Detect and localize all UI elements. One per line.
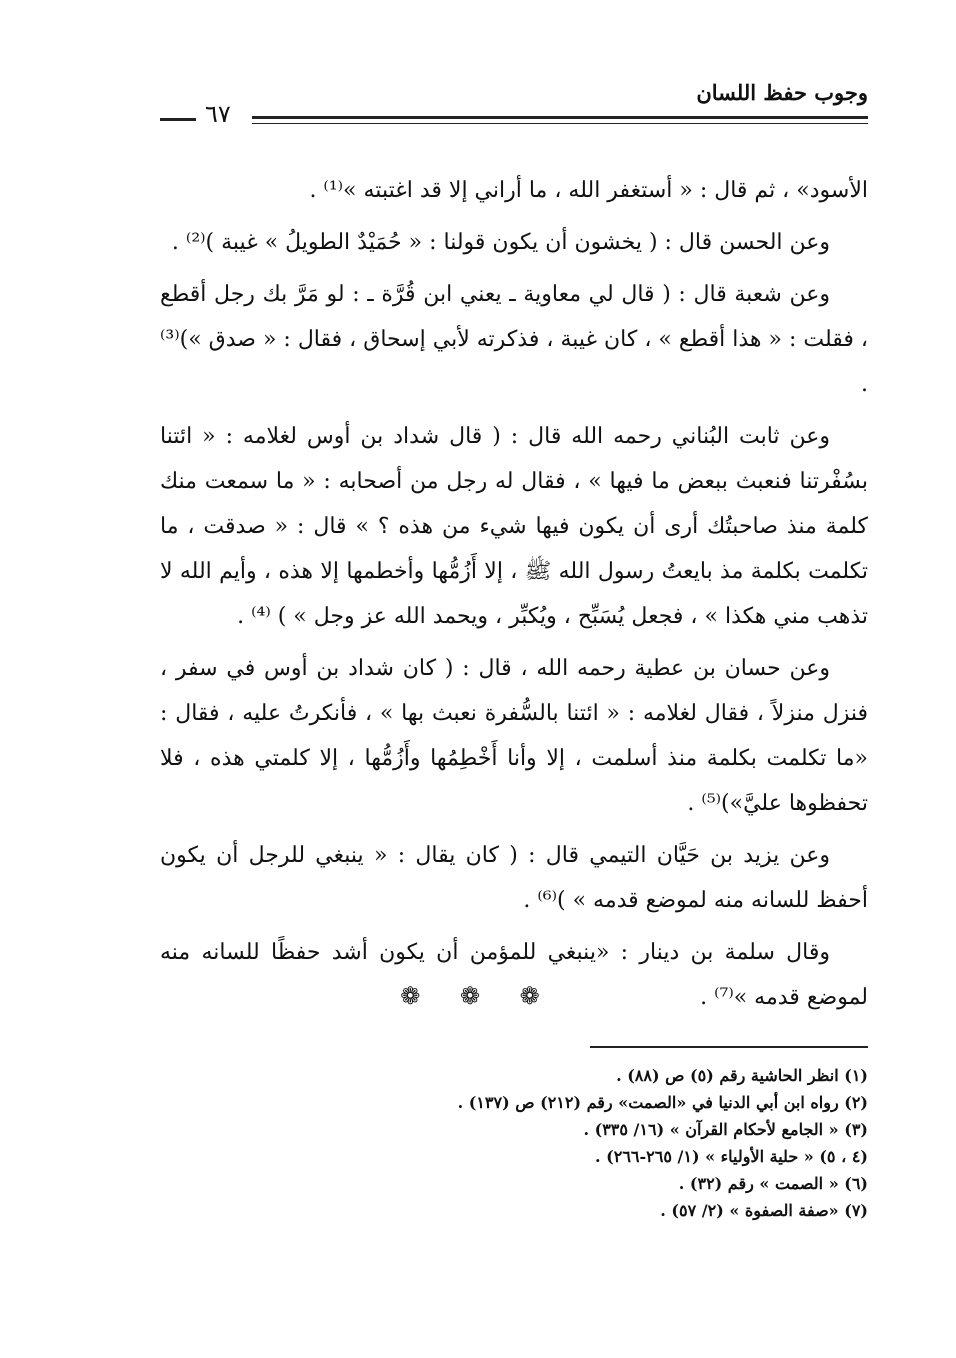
- paragraph-3: وعن شعبة قال : ( قال لي معاوية ـ يعني ابن قُرَّة ـ : لو مَرَّ بك رجل أقطع ، فقلت : « هذا أقطع » ، كان غيبة ، فذكرته لأبي إسحاق ، فقال : « صدق »)⁽³⁾ .: [160, 282, 868, 397]
- header-dash: [160, 118, 196, 121]
- paragraph-4: وعن ثابت البُناني رحمه الله قال : ( قال شداد بن أوس لغلامه : « ائتنا بسُفْرتنا فنعبث ببعض ما فيها » ، فقال له رجل من أصحابه : « ما سمعت منك كلمة منذ صاحبتُك أرى أن يكون فيها شيء من هذه ؟ » قال : « صدقت ، ما تكلمت بكلمة مذ بايعتُ رسول الله ﷺ ، إلا أَزُمُّها وأخطمها إلا هذه ، وأيم الله لا تذهب مني هكذا » ، فجعل يُسَبِّح ، ويُكبِّر ، ويحمد الله عز وجل » ) ⁽⁴⁾ .: [160, 424, 868, 629]
- footnote-2: (٢) رواه ابن أبي الدنيا في «الصمت» رقم (٢١٢) ص (١٣٧) .: [457, 1093, 868, 1112]
- paragraph-6: وعن يزيد بن حَيَّان التيمي قال : ( كان يقال : « ينبغي للرجل أن يكون أحفظ للسانه منه لموضع قدمه » )⁽⁶⁾ .: [160, 843, 868, 913]
- footnote-4: (٤ ، ٥) « حلية الأولياء » (١/ ٢٦٥-٢٦٦) .: [595, 1147, 868, 1166]
- header-rule: [252, 116, 868, 124]
- footnote-1: (١) انظر الحاشية رقم (٥) ص (٨٨) .: [616, 1066, 868, 1085]
- footnote-6: (٧) «صفة الصفوة » (٢/ ٥٧) .: [660, 1201, 868, 1220]
- running-title: وجوب حفظ اللسان: [696, 80, 868, 105]
- main-text: [160, 168, 868, 1027]
- paragraph-1: الأسود» ، ثم قال : « أستغفر الله ، ما أراني إلا قد اغتبته »⁽¹⁾ .: [309, 178, 868, 203]
- paragraph-2: وعن الحسن قال : ( يخشون أن يكون قولنا : « حُمَيْدٌ الطويلُ » غيبة )⁽²⁾ .: [171, 230, 830, 255]
- paragraph-7: وقال سلمة بن دينار : «ينبغي للمؤمن أن يكون أشد حفظًا للسانه منه لموضع قدمه »⁽⁷⁾ .: [160, 940, 868, 1010]
- footnote-5: (٦) « الصمت » رقم (٣٢) .: [678, 1174, 868, 1193]
- paragraph-5: وعن حسان بن عطية رحمه الله ، قال : ( كان شداد بن أوس في سفر ، فنزل منزلاً ، فقال لغلامه : « ائتنا بالسُّفرة نعبث بها » ، فأنكرتُ عليه ، فقال : «ما تكلمت بكلمة منذ أسلمت ، إلا وأنا أَخْطِمُها وأَزُمُّها ، إلا كلمتي هذه ، فلا تحفظوها عليَّ»)⁽⁵⁾ .: [160, 656, 868, 816]
- page-number: ٦٧: [205, 100, 231, 128]
- footnotes: [348, 1062, 868, 1224]
- footnote-3: (٣) « الجامع لأحكام القرآن » (١٦/ ٣٣٥) .: [583, 1120, 868, 1139]
- footnote-rule: [590, 1046, 868, 1048]
- section-separator: ❁ ❁ ❁: [400, 982, 556, 1010]
